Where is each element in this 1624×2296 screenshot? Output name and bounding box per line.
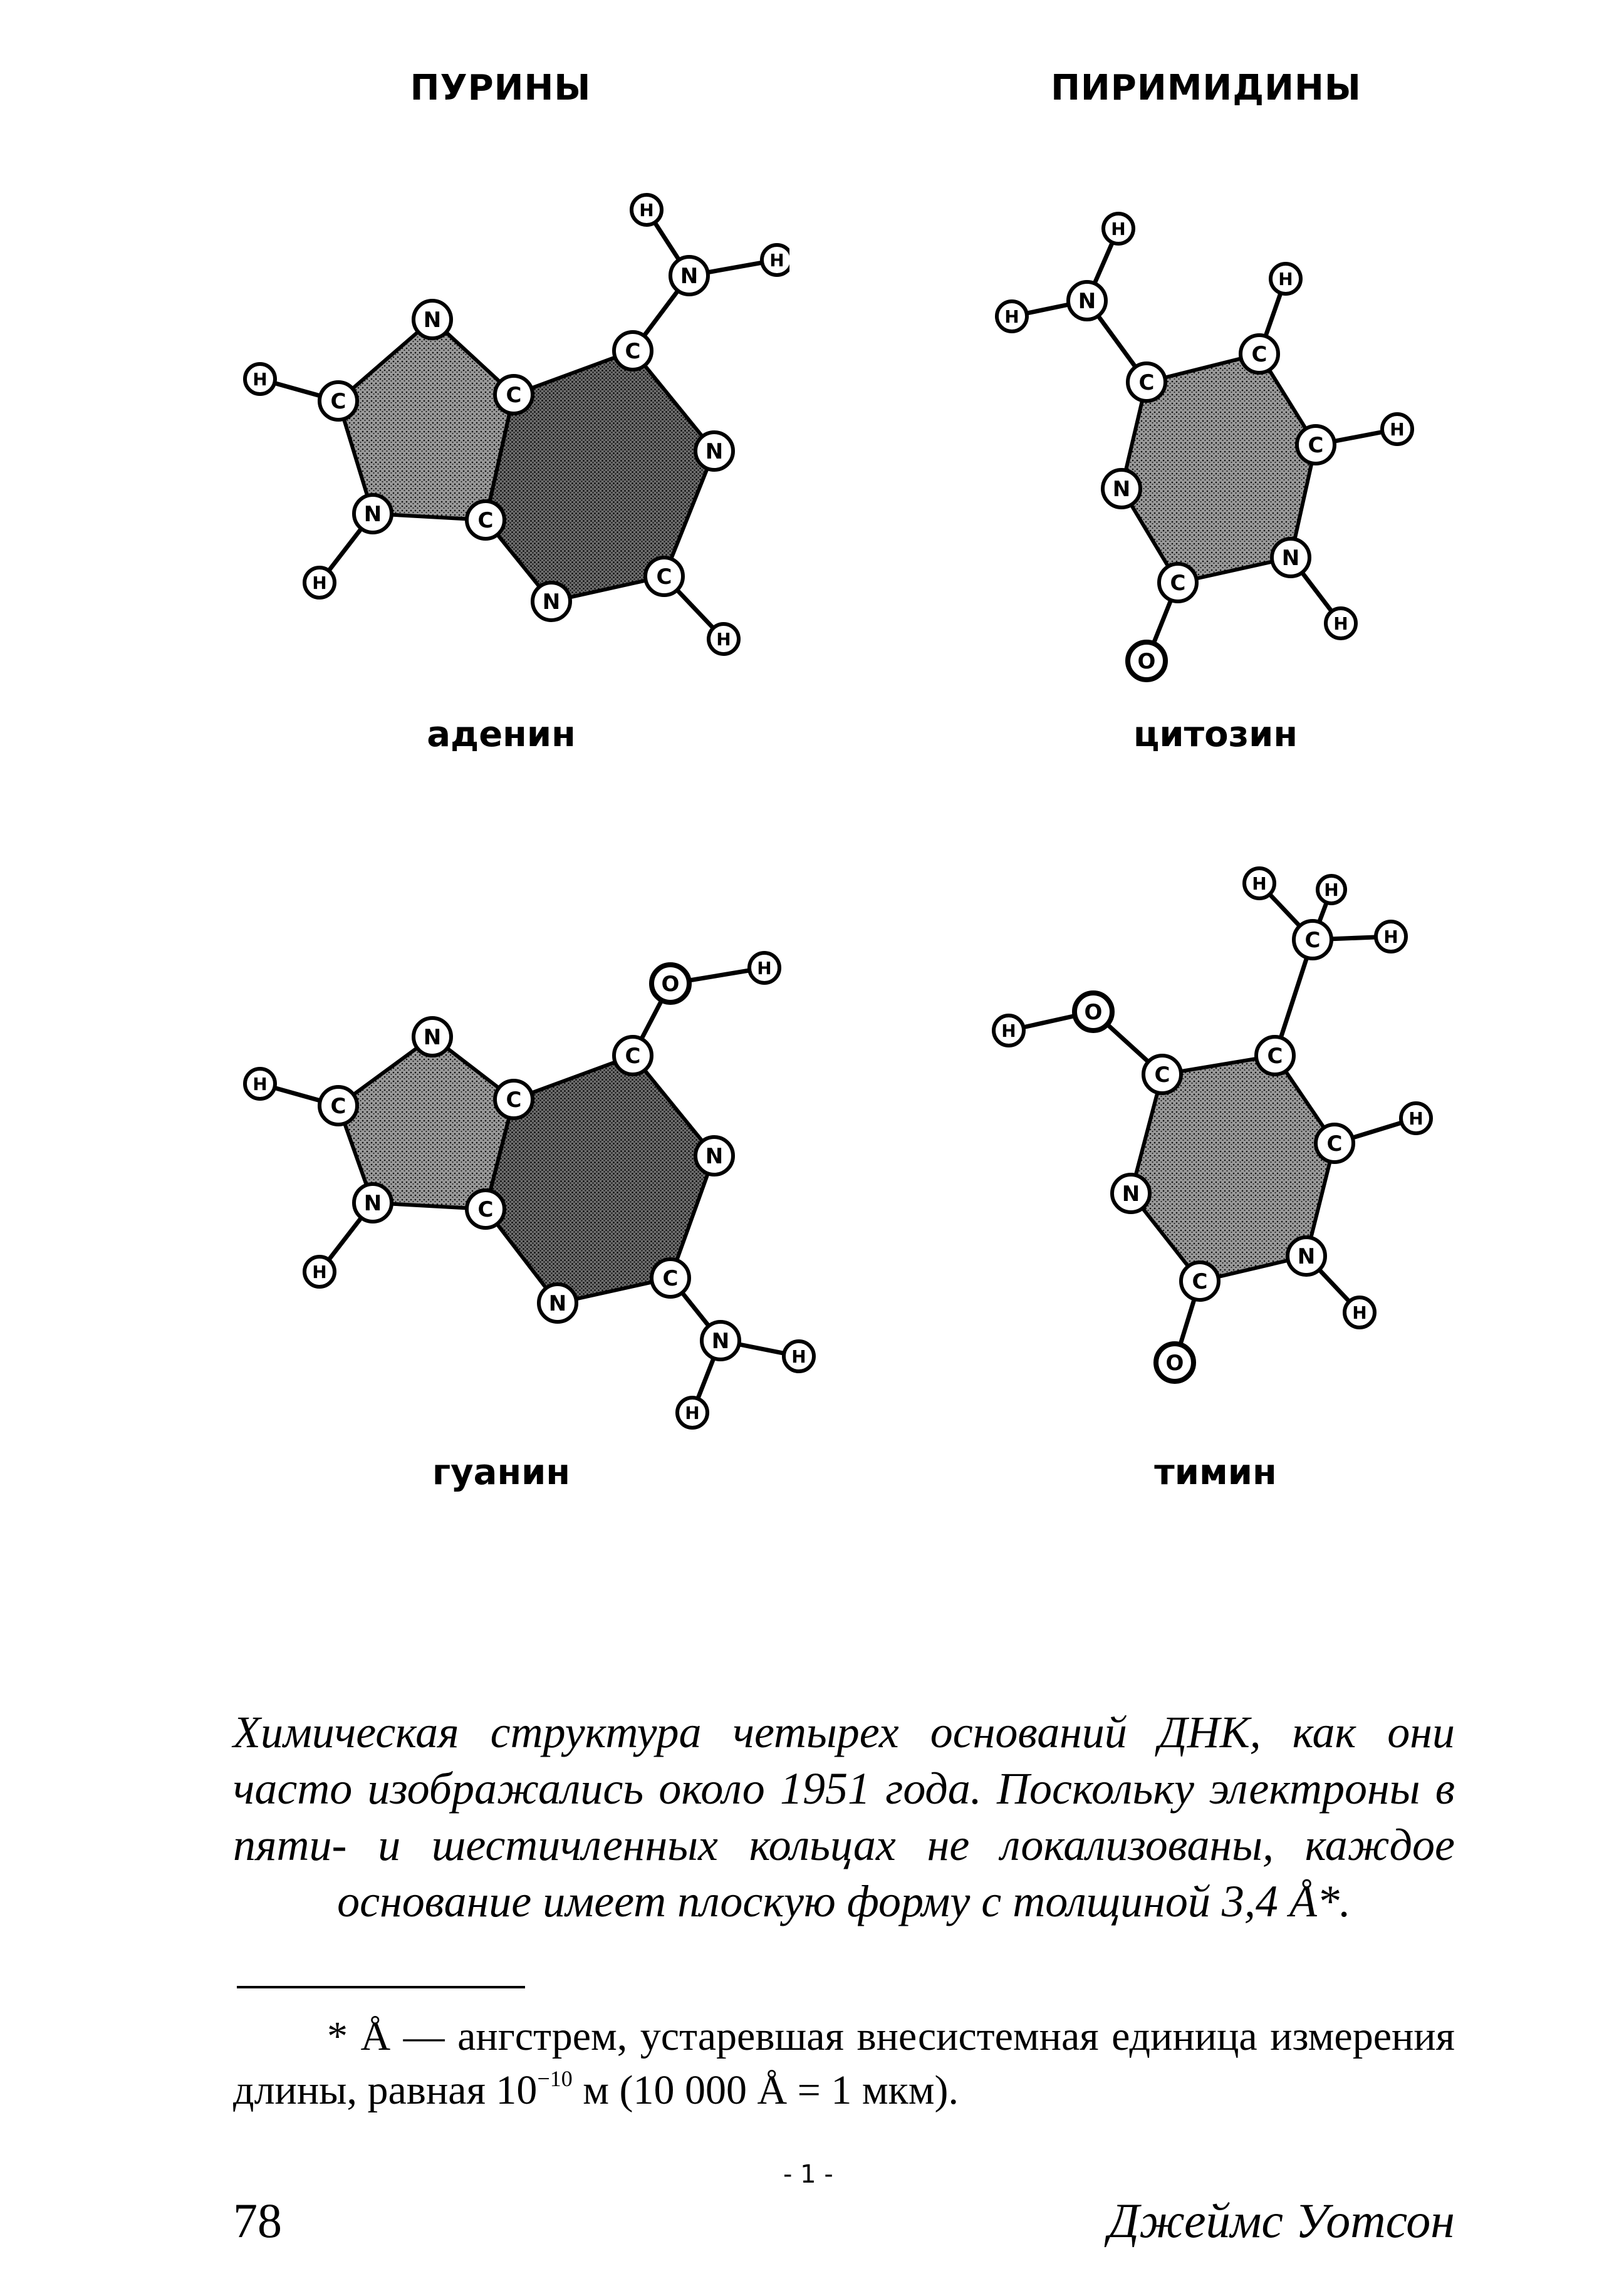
svg-text:N: N: [705, 1144, 724, 1169]
svg-text:O: O: [1137, 649, 1156, 674]
svg-text:C: C: [1267, 1044, 1283, 1069]
atom-h: [762, 245, 789, 275]
svg-text:N: N: [1112, 477, 1131, 502]
atom-c: [467, 1190, 504, 1228]
atom-h: [709, 624, 739, 654]
figure-caption: Химическая структура четырех оснований ДНК, как они часто изображались около 1951 года. Поскольку электроны в пяти- и шестичленных кольцах не локализованы, каждое основание имеет плоскую форму с толщиной 3,4 Å*.: [233, 1707, 1455, 1926]
svg-text:N: N: [680, 264, 699, 289]
atom-n: [1068, 282, 1106, 319]
svg-text:H: H: [1390, 419, 1405, 440]
svg-text:H: H: [716, 629, 731, 650]
svg-text:H: H: [312, 573, 327, 593]
svg-text:C: C: [1308, 433, 1324, 458]
svg-text:C: C: [1154, 1062, 1170, 1088]
atom-n: [414, 1018, 451, 1056]
svg-text:H: H: [1352, 1302, 1367, 1323]
atom-n: [1288, 1237, 1325, 1275]
svg-text:H: H: [1004, 306, 1019, 327]
svg-text:H: H: [1383, 927, 1398, 947]
atom-c: [1256, 1037, 1294, 1074]
footnote-text-before: * Å — ангстрем, устаревшая внесистемная единица измерения длины, равная 10: [233, 2013, 1455, 2113]
svg-text:N: N: [363, 1191, 382, 1216]
svg-text:C: C: [506, 383, 522, 408]
thymine-diagram: [965, 852, 1479, 1416]
atom-h: [245, 364, 275, 394]
svg-text:C: C: [330, 1094, 346, 1119]
thymine-structure: [965, 852, 1479, 1416]
svg-text:N: N: [1078, 289, 1096, 314]
atom-h: [784, 1341, 814, 1371]
svg-text:C: C: [477, 508, 494, 533]
atom-h: [1318, 876, 1345, 903]
svg-text:C: C: [1304, 928, 1321, 953]
atom-n: [354, 1184, 392, 1222]
atom-o: [652, 965, 689, 1002]
svg-text:C: C: [1251, 342, 1267, 367]
svg-text:H: H: [685, 1403, 700, 1423]
svg-text:N: N: [711, 1329, 730, 1354]
svg-text:H: H: [1333, 613, 1348, 634]
svg-text:C: C: [1138, 370, 1155, 395]
guanine-label: гуанин: [432, 1452, 571, 1493]
atom-c: [320, 1087, 357, 1125]
svg-text:H: H: [769, 250, 784, 271]
atom-n: [539, 1284, 576, 1322]
svg-text:C: C: [330, 389, 346, 414]
svg-text:H: H: [1252, 873, 1267, 894]
svg-text:H: H: [757, 958, 772, 979]
atom-h: [632, 195, 662, 225]
atom-n: [702, 1322, 739, 1359]
atom-c: [495, 1081, 533, 1118]
adenine-label: аденин: [427, 714, 576, 755]
atom-c: [1159, 564, 1197, 601]
atom-n: [354, 495, 392, 532]
atom-h: [245, 1069, 275, 1099]
svg-text:H: H: [1111, 219, 1126, 239]
svg-text:H: H: [791, 1346, 806, 1367]
atom-c: [645, 558, 683, 595]
atom-h: [1376, 922, 1406, 952]
atom-c: [614, 332, 652, 370]
footnote-divider: [237, 1986, 525, 1988]
atom-o: [1156, 1344, 1194, 1381]
purines-header: ПУРИНЫ: [410, 68, 591, 108]
atom-h: [994, 1016, 1024, 1046]
guanine-structure: [226, 940, 827, 1460]
scan-page-marker: - 1 -: [783, 2160, 833, 2189]
atom-n: [695, 1137, 733, 1175]
cytosine-structure: [965, 200, 1479, 702]
footnote-exponent: −10: [537, 2066, 573, 2091]
atom-c: [320, 382, 357, 420]
atom-c: [1294, 921, 1331, 958]
atom-h: [1244, 868, 1274, 898]
svg-text:N: N: [1297, 1244, 1316, 1269]
svg-text:C: C: [1326, 1131, 1343, 1156]
svg-text:N: N: [423, 1025, 442, 1050]
svg-text:C: C: [506, 1088, 522, 1113]
cytosine-diagram: [965, 200, 1479, 702]
page-number: 78: [233, 2193, 282, 2248]
atom-c: [495, 376, 533, 413]
atom-h: [304, 568, 335, 598]
atom-h: [677, 1398, 707, 1428]
atom-h: [304, 1257, 335, 1287]
atom-n: [414, 301, 451, 338]
atom-n: [1103, 470, 1140, 507]
svg-text:H: H: [1324, 880, 1339, 900]
atom-n: [533, 583, 570, 620]
svg-text:C: C: [656, 564, 672, 590]
atom-h: [1103, 214, 1133, 244]
running-footer-author: Джеймс Уотсон: [1108, 2193, 1455, 2248]
atom-c: [1128, 363, 1165, 401]
pyrimidines-header: ПИРИМИДИНЫ: [1051, 68, 1361, 108]
svg-text:N: N: [1122, 1182, 1140, 1207]
svg-text:N: N: [423, 308, 442, 333]
svg-text:H: H: [1001, 1021, 1016, 1041]
atom-n: [695, 432, 733, 470]
atom-h: [1271, 264, 1301, 294]
atom-h: [1382, 414, 1412, 444]
svg-text:N: N: [705, 439, 724, 464]
svg-text:N: N: [1281, 546, 1300, 571]
atom-h: [749, 953, 779, 983]
svg-text:N: N: [363, 502, 382, 527]
atom-c: [1143, 1056, 1181, 1093]
svg-text:H: H: [252, 1074, 268, 1094]
atom-c: [1241, 335, 1278, 373]
atom-c: [1297, 426, 1335, 464]
svg-text:H: H: [1278, 269, 1293, 289]
footnote: [233, 2010, 1455, 2117]
svg-text:C: C: [1192, 1269, 1208, 1294]
footnote-text-after: м (10 000 Å = 1 мкм).: [572, 2067, 959, 2113]
atom-c: [652, 1259, 689, 1297]
svg-text:C: C: [1170, 571, 1186, 596]
svg-text:O: O: [1084, 1000, 1103, 1025]
atom-h: [1326, 608, 1356, 638]
cytosine-label: цитозин: [1133, 714, 1298, 755]
atom-h: [1401, 1103, 1431, 1133]
svg-text:C: C: [477, 1197, 494, 1222]
svg-text:N: N: [542, 590, 561, 615]
thymine-label: тимин: [1154, 1452, 1277, 1493]
svg-text:O: O: [661, 972, 680, 997]
atom-o: [1075, 993, 1112, 1031]
adenine-diagram: [226, 163, 789, 689]
svg-text:H: H: [1408, 1108, 1424, 1129]
adenine-structure: [226, 163, 789, 689]
svg-text:N: N: [548, 1291, 567, 1316]
svg-text:O: O: [1165, 1351, 1184, 1376]
atom-o: [1128, 642, 1165, 680]
svg-text:C: C: [625, 339, 641, 364]
svg-text:C: C: [625, 1044, 641, 1069]
atom-c: [1316, 1125, 1353, 1162]
atom-c: [467, 501, 504, 539]
svg-text:H: H: [639, 200, 654, 221]
atom-c: [1181, 1262, 1219, 1300]
guanine-diagram: [226, 940, 827, 1460]
svg-text:H: H: [252, 369, 268, 390]
atom-n: [670, 257, 708, 294]
svg-text:C: C: [662, 1266, 679, 1291]
atom-c: [614, 1037, 652, 1074]
atom-h: [997, 301, 1027, 331]
atom-n: [1112, 1175, 1150, 1212]
atom-n: [1272, 539, 1309, 576]
atom-h: [1345, 1297, 1375, 1327]
svg-text:H: H: [312, 1262, 327, 1282]
